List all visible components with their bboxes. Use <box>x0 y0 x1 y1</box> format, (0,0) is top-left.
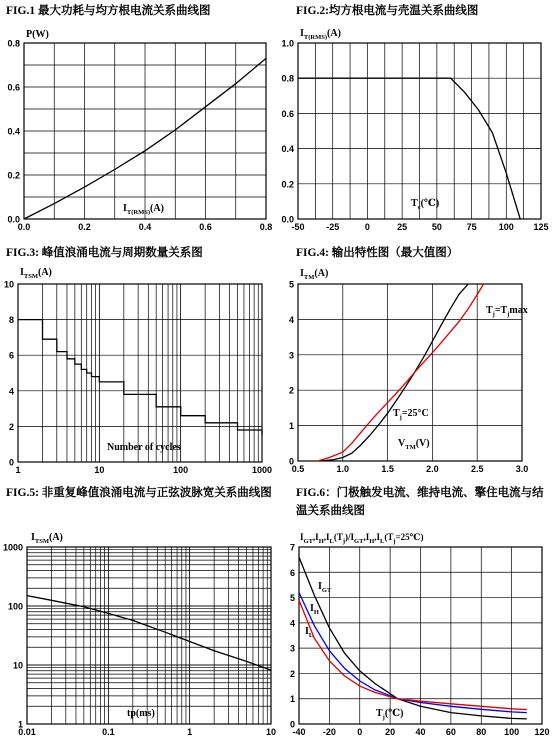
fig4-ytick-3: 3 <box>288 350 294 361</box>
fig6-ytick-1: 1 <box>289 694 295 705</box>
fig6-xtick-8: 120 <box>534 727 550 737</box>
fig4-xtick-2: 1.5 <box>381 464 394 474</box>
fig6-title: FIG.6：门极触发电流、维持电流、擎住电流与结温关系曲线图 <box>296 487 544 517</box>
fig6-ytick-4: 4 <box>289 618 295 629</box>
fig4-xlabel: $V_{TM}(V)$ <box>398 438 430 451</box>
fig4-xtick-4: 2.5 <box>470 464 484 474</box>
fig2-ylabel: $I_{T(RMS)}(A)$ <box>300 28 341 41</box>
fig6-label-igt: $I_{GT}$ <box>318 581 332 594</box>
fig4-ylabel: $I_{TM}(A)$ <box>300 268 329 281</box>
fig4-xtick-3: 2.0 <box>426 464 439 474</box>
fig5-xtick-1: 0.1 <box>102 727 115 737</box>
fig6-ytick-2: 2 <box>289 668 295 679</box>
fig3-xtick-0: 1 <box>15 465 21 475</box>
fig2-ytick-1: 0.2 <box>281 179 294 190</box>
fig6-series-1-line <box>299 593 527 713</box>
fig3-ytick-1: 2 <box>8 421 14 432</box>
fig6-label-il: $I_L$ <box>305 626 314 639</box>
fig4-annotation-25c: $T_j=25^\circ C$ <box>393 408 429 421</box>
fig5-xlabel: tp(ms) <box>127 708 155 719</box>
fig5-series-0-line <box>27 596 271 671</box>
fig4-ytick-4: 4 <box>288 314 294 325</box>
fig6-ytick-7: 7 <box>289 542 295 553</box>
fig5-xtick-3: 10 <box>265 727 277 737</box>
fig6-ylabel: $I_{GT},I_H,I_L(T_j)/I_{GT},I_H,I_L(T_j=25℃)$ <box>300 532 424 545</box>
fig5-ytick-3: 1000 <box>2 542 23 553</box>
fig4-xtick-1: 1.0 <box>336 464 350 474</box>
fig6-ytick-3: 3 <box>289 643 295 654</box>
fig6-xtick-3: 20 <box>385 727 396 737</box>
fig1-xtick-0: 0.0 <box>17 222 31 232</box>
fig6-series-0-line <box>299 557 527 719</box>
fig1-ytick-1: 0.2 <box>7 170 20 181</box>
fig3-ytick-0: 0 <box>8 457 14 468</box>
fig4-ytick-0: 0 <box>288 456 294 467</box>
fig4-xtick-0: 0.5 <box>291 464 305 474</box>
fig6-xtick-6: 80 <box>476 727 487 737</box>
fig1-ylabel: P(W) <box>26 29 49 40</box>
fig1-xlabel: $I_{T(RMS)}(A)$ <box>123 203 164 216</box>
fig6-xtick-4: 40 <box>415 727 426 737</box>
fig2-ytick-2: 0.4 <box>281 144 294 155</box>
fig1-ytick-0: 0.0 <box>7 214 20 225</box>
fig3-plot-frame <box>18 284 262 462</box>
fig3-title: FIG.3: 峰值浪涌电流与周期数量关系图 <box>6 247 203 259</box>
fig3-series-0-line <box>18 320 262 436</box>
fig1-ytick-3: 0.6 <box>7 82 20 93</box>
fig3-xtick-2: 100 <box>173 465 189 475</box>
fig2-xtick-3: 25 <box>397 222 408 232</box>
fig3-xtick-1: 10 <box>94 465 105 475</box>
fig2-xtick-1: -25 <box>326 222 340 232</box>
fig3-ytick-5: 10 <box>3 279 14 290</box>
fig6-ytick-5: 5 <box>289 593 295 604</box>
fig1-xtick-4: 0.8 <box>259 222 273 232</box>
fig1-xtick-2: 0.4 <box>138 222 152 232</box>
fig5-ytick-2: 100 <box>7 601 23 612</box>
fig4-annotation-tjmax: $T_j=T_j\max$ <box>486 305 528 318</box>
fig2-xtick-5: 75 <box>466 222 477 232</box>
fig6-label-ih: $I_H$ <box>310 603 319 616</box>
fig2-xtick-0: -50 <box>291 222 305 232</box>
fig6-xtick-5: 60 <box>445 727 456 737</box>
fig2-title: FIG.2:均方根电流与壳温关系曲线图 <box>296 5 479 17</box>
fig6-ytick-6: 6 <box>289 567 295 578</box>
fig4-xtick-5: 3.0 <box>515 464 529 474</box>
fig5-xtick-0: 0.01 <box>18 727 36 737</box>
fig2-xlabel: $T_c(℃)$ <box>411 198 440 211</box>
fig3-xtick-3: 1000 <box>251 465 273 475</box>
fig4-ytick-2: 2 <box>288 385 294 396</box>
fig3-ytick-2: 4 <box>8 386 14 397</box>
fig1-xtick-3: 0.6 <box>199 222 212 232</box>
fig6-ytick-0: 0 <box>289 719 295 730</box>
fig6-xlabel: $T_j(℃)$ <box>376 708 404 721</box>
fig3-ytick-4: 8 <box>8 315 14 326</box>
fig5-ylabel: $I_{TSM}(A)$ <box>31 532 63 545</box>
fig1-ytick-2: 0.4 <box>7 126 20 137</box>
fig2-xtick-6: 100 <box>498 222 514 232</box>
fig4-ytick-1: 1 <box>288 421 294 432</box>
fig1-xtick-1: 0.2 <box>78 222 91 232</box>
fig3-ytick-3: 6 <box>8 350 14 361</box>
fig4-ytick-5: 5 <box>288 279 294 290</box>
fig2-ytick-5: 1.0 <box>281 38 294 49</box>
fig2-ytick-4: 0.8 <box>281 73 294 84</box>
fig2-xtick-4: 50 <box>431 222 442 232</box>
fig1-ytick-4: 0.8 <box>7 38 20 49</box>
fig5-ytick-0: 1 <box>17 719 23 730</box>
fig2-xtick-2: 0 <box>364 222 370 232</box>
fig5-title: FIG.5: 非重复峰值浪涌电流与正弦波脉宽关系曲线图 <box>6 487 272 499</box>
fig5-xtick-2: 1 <box>187 727 193 737</box>
fig3-ylabel: $I_{TSM}(A)$ <box>20 267 52 280</box>
fig3-xlabel: Number of cycles <box>107 442 181 453</box>
fig6-xtick-2: 0 <box>357 727 363 737</box>
fig2-ytick-3: 0.6 <box>281 108 294 119</box>
fig6-xtick-0: -40 <box>292 727 306 737</box>
fig6-xtick-7: 100 <box>504 727 520 737</box>
fig5-plot-frame <box>27 547 271 724</box>
fig4-title: FIG.4: 输出特性图（最大值图） <box>296 247 459 259</box>
fig2-xtick-7: 125 <box>533 222 549 232</box>
fig1-title: FIG.1 最大功耗与均方根电流关系曲线图 <box>6 5 211 17</box>
fig2-ytick-0: 0.0 <box>281 214 294 225</box>
fig6-xtick-1: -20 <box>322 727 336 737</box>
fig5-ytick-1: 10 <box>12 660 23 671</box>
